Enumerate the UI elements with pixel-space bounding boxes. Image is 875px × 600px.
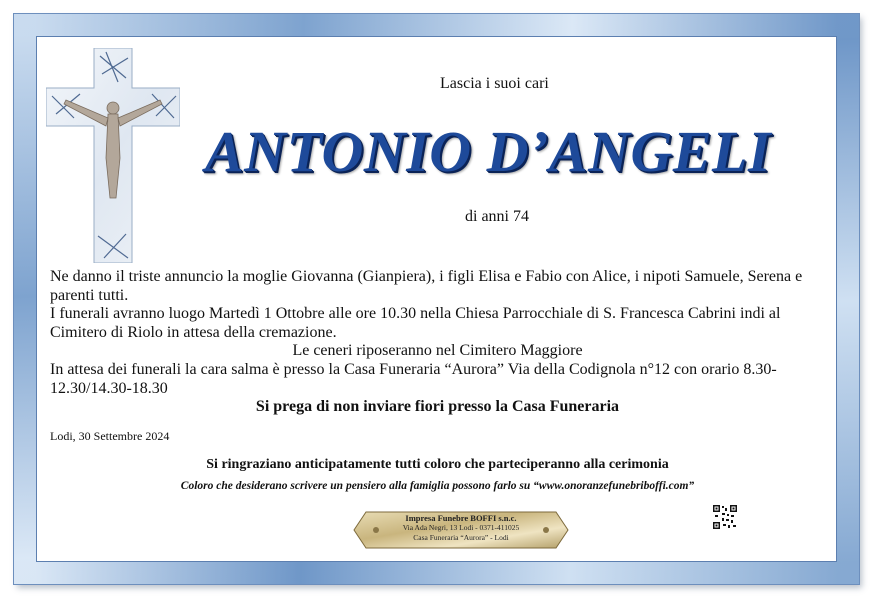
announcement-ashes: Le ceneri riposeranno nel Cimitero Maggiore xyxy=(292,342,583,360)
crucifix-icon xyxy=(46,48,180,263)
plaque-home: Casa Funeraria “Aurora” - Lodi xyxy=(413,533,509,542)
plaque-address: Via Ada Negri, 13 Lodi - 0371-411025 xyxy=(402,523,520,532)
plaque-text xyxy=(352,513,570,543)
intro-text: Lascia i suoi cari xyxy=(440,75,549,92)
thanks-text: Si ringraziano anticipatamente tutti coloro che parteciperanno alla cerimonia xyxy=(206,457,669,472)
website-note: Coloro che desiderano scrivere un pensiero alla famiglia possono farlo su “www.onoranzefunebriboffi.com” xyxy=(180,480,695,492)
plaque-company: Impresa Funebre BOFFI s.n.c. xyxy=(405,513,517,523)
age-text: di anni 74 xyxy=(465,208,529,225)
announcement-family: Ne danno il triste annuncio la moglie Giovanna (Gianpiera), i figli Elisa e Fabio con Alice, i nipoti Samuele, Serena e parenti tutti. xyxy=(50,268,803,304)
announcement-flowers: Si prega di non inviare fiori presso la Casa Funeraria xyxy=(255,398,620,416)
qr-code-icon[interactable] xyxy=(713,505,737,529)
date-text: Lodi, 30 Settembre 2024 xyxy=(50,429,170,443)
announcement-body xyxy=(50,268,825,417)
deceased-name: ANTONIO D’ANGELI xyxy=(205,119,772,184)
announcement-viewing: In attesa dei funerali la cara salma è presso la Casa Funeraria “Aurora” Via della Codignola n°12 con orario 8.30-12.30/14.30-18.30 xyxy=(50,360,777,397)
announcement-funeral: I funerali avranno luogo Martedì 1 Ottobre alle ore 10.30 nella Chiesa Parrocchiale di S. Francesca Cabrini indi al Cimitero di Riolo in attesa della cremazione. xyxy=(50,305,781,341)
